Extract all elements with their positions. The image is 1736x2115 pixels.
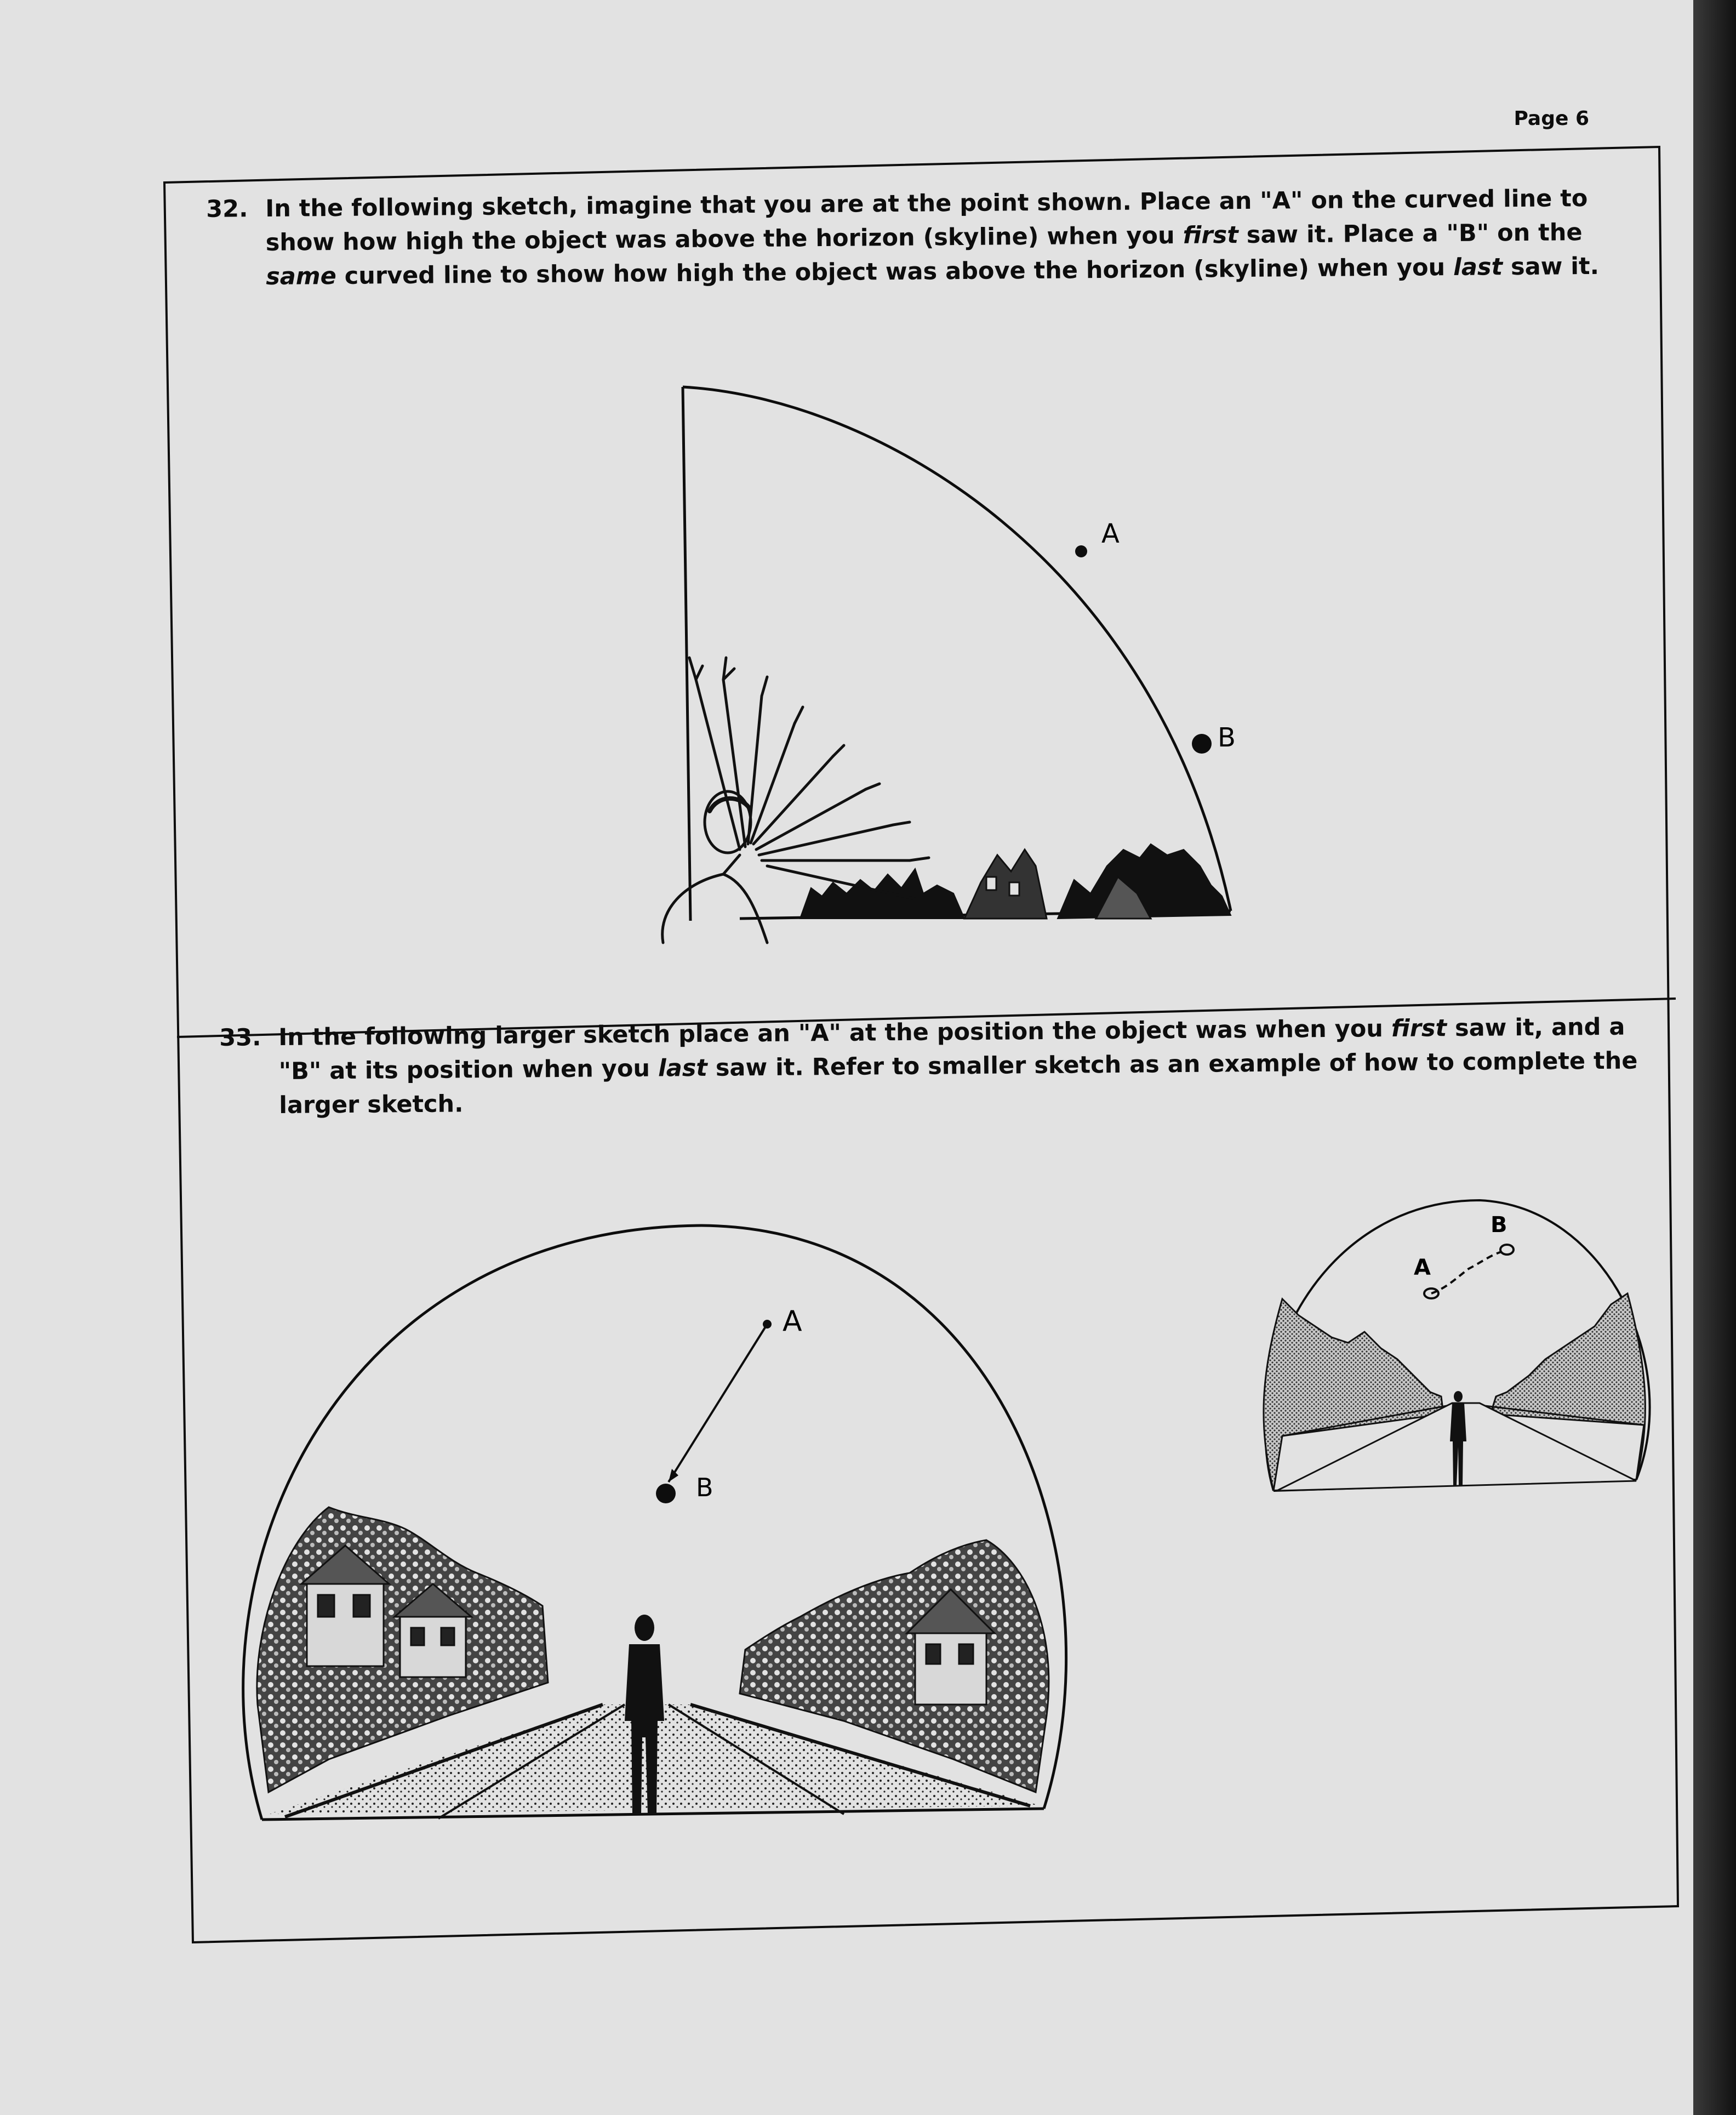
question-number: 32. bbox=[206, 195, 248, 223]
marker-b-label: B bbox=[696, 1473, 713, 1502]
marker-a-label: A bbox=[1101, 518, 1120, 549]
page-number: Page 6 bbox=[1514, 107, 1589, 130]
emphasis-last: last bbox=[1453, 253, 1503, 281]
question-text: saw it. Place a "B" on the bbox=[1238, 219, 1583, 249]
question-text: In the following larger sketch place an "A" at the position the object was when you bbox=[278, 1015, 1392, 1051]
marker-a-dot bbox=[1075, 545, 1087, 557]
question-text: saw it, and a "B" at its position when you bbox=[278, 1013, 1625, 1085]
marker-b-label: B bbox=[1491, 1212, 1507, 1238]
emphasis-same: same bbox=[266, 262, 337, 290]
question-32 bbox=[206, 181, 1625, 294]
trajectory-line bbox=[669, 1324, 767, 1482]
skyline-drawing bbox=[800, 844, 1231, 919]
emphasis-first: first bbox=[1391, 1014, 1447, 1043]
marker-a-dot bbox=[763, 1320, 772, 1329]
question-33 bbox=[219, 1010, 1660, 1122]
sketch-33-example-scene bbox=[1249, 1195, 1666, 1502]
emphasis-last: last bbox=[658, 1054, 708, 1082]
marker-b-dot bbox=[656, 1484, 676, 1503]
question-number: 33. bbox=[219, 1024, 261, 1052]
trajectory-arrowhead bbox=[669, 1469, 678, 1482]
sketch-33-large-scene bbox=[219, 1211, 1074, 1831]
zenith-line bbox=[683, 387, 690, 921]
question-text: saw it. Refer to smaller sketch as an example of how to complete the larger sketch. bbox=[279, 1047, 1638, 1119]
question-text: In the following sketch, imagine that you are at the point shown. Place an "A" on the curved line to show how high the object was above the horizon (skyline) when you bbox=[265, 185, 1588, 256]
marker-a-label: A bbox=[783, 1305, 802, 1338]
question-text: saw it. bbox=[1502, 252, 1600, 281]
marker-a-label: A bbox=[1414, 1255, 1431, 1280]
marker-b-dot bbox=[1192, 734, 1212, 754]
emphasis-first: first bbox=[1183, 221, 1238, 249]
marker-b-label: B bbox=[1218, 722, 1236, 753]
sketch-32-viewing-arc bbox=[603, 373, 1260, 976]
question-text: curved line to show how high the object was above the horizon (skyline) when you bbox=[336, 253, 1454, 290]
